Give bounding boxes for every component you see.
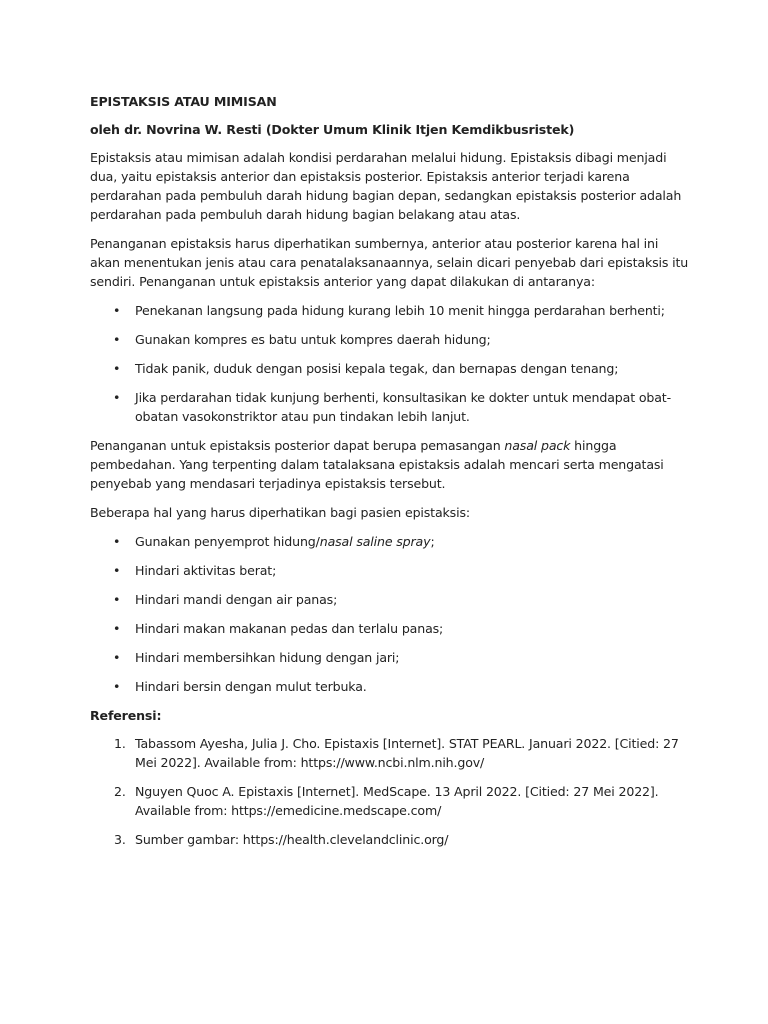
list-item-text: Gunakan kompres es batu untuk kompres daerah hidung; bbox=[135, 332, 491, 347]
anterior-treatment-list bbox=[90, 301, 690, 426]
nasal-pack-term: nasal pack bbox=[504, 438, 571, 453]
list-item-text: Hindari membersihkan hidung dengan jari; bbox=[135, 650, 400, 665]
list-item-text: Tidak panik, duduk dengan posisi kepala tegak, dan bernapas dengan tenang; bbox=[135, 361, 619, 376]
paragraph-posterior-text-1: Penanganan untuk epistaksis posterior dapat berupa pemasangan bbox=[90, 438, 505, 453]
list-item-text: Jika perdarahan tidak kunjung berhenti, konsultasikan ke dokter untuk mendapat obat-obatan vasokonstriktor atau pun tindakan lebih lanjut. bbox=[135, 390, 671, 424]
document-author: oleh dr. Novrina W. Resti (Dokter Umum Klinik Itjen Kemdikbusristek) bbox=[90, 122, 575, 137]
bullet-icon: • bbox=[113, 650, 121, 665]
list-item-text: Hindari makan makanan pedas dan terlalu panas; bbox=[135, 621, 444, 636]
reference-number: 2. bbox=[114, 784, 126, 799]
list-item bbox=[90, 301, 690, 320]
list-item bbox=[90, 561, 690, 580]
reference-text: Sumber gambar: https://health.clevelandclinic.org/ bbox=[135, 832, 449, 847]
reference-number: 3. bbox=[114, 832, 126, 847]
references-list bbox=[90, 734, 690, 849]
list-item-text: Hindari bersin dengan mulut terbuka. bbox=[135, 679, 367, 694]
list-item-text-part: Gunakan penyemprot hidung/ bbox=[135, 534, 320, 549]
bullet-icon: • bbox=[113, 679, 121, 694]
paragraph-management: Penanganan epistaksis harus diperhatikan sumbernya, anterior atau posterior karena hal ini akan menentukan jenis atau cara penatalaksanaannya, selain dicari penyebab dari epistaksis itu sendiri. Penanganan untuk epistaksis anterior yang dapat dilakukan di antaranya: bbox=[90, 236, 689, 289]
paragraph-definition: Epistaksis atau mimisan adalah kondisi perdarahan melalui hidung. Epistaksis dibagi menjadi dua, yaitu epistaksis anterior dan epistaksis posterior. Epistaksis anterior terjadi karena perdarahan pada pembuluh darah hidung bagian depan, sedangkan epistaksis posterior adalah perdarahan pada pembuluh darah hidung bagian belakang atau atas. bbox=[90, 150, 682, 222]
reference-number: 1. bbox=[114, 736, 126, 751]
list-item-text: Hindari mandi dengan air panas; bbox=[135, 592, 338, 607]
list-item bbox=[90, 619, 690, 638]
references-heading: Referensi: bbox=[90, 708, 162, 723]
list-item bbox=[90, 388, 690, 426]
bullet-icon: • bbox=[113, 621, 121, 636]
reference-text: Nguyen Quoc A. Epistaxis [Internet]. MedScape. 13 April 2022. [Citied: 27 Mei 2022]. Available from: https://emedicine.medscape.com/ bbox=[135, 784, 659, 818]
bullet-icon: • bbox=[113, 534, 121, 549]
paragraph-posterior-text-2: hingga pembedahan. Yang terpenting dalam tatalaksana epistaksis adalah mencari serta mengatasi penyebab yang mendasari terjadinya epistaksis tersebut. bbox=[90, 438, 664, 491]
nasal-saline-spray-term: nasal saline spray bbox=[319, 534, 431, 549]
bullet-icon: • bbox=[113, 361, 121, 376]
reference-text: Tabassom Ayesha, Julia J. Cho. Epistaxis [Internet]. STAT PEARL. Januari 2022. [Citied: 27 Mei 2022]. Available from: https://www.ncbi.nlm.nih.gov/ bbox=[135, 736, 679, 770]
bullet-icon: • bbox=[113, 332, 121, 347]
list-item bbox=[90, 590, 690, 609]
list-item bbox=[90, 648, 690, 667]
list-item-text: Penekanan langsung pada hidung kurang lebih 10 menit hingga perdarahan berhenti; bbox=[135, 303, 665, 318]
reference-item bbox=[90, 782, 690, 820]
reference-item bbox=[90, 830, 690, 849]
document-page bbox=[90, 92, 690, 859]
document-title: EPISTAKSIS ATAU MIMISAN bbox=[90, 94, 277, 109]
list-item-text: Hindari aktivitas berat; bbox=[135, 563, 277, 578]
list-item bbox=[90, 677, 690, 696]
bullet-icon: • bbox=[113, 592, 121, 607]
reference-item bbox=[90, 734, 690, 772]
list-item bbox=[90, 532, 690, 551]
bullet-icon: • bbox=[113, 390, 121, 405]
patient-notes-list bbox=[90, 532, 690, 696]
bullet-icon: • bbox=[113, 303, 121, 318]
paragraph-patient-notes: Beberapa hal yang harus diperhatikan bagi pasien epistaksis: bbox=[90, 505, 470, 520]
list-item-text bbox=[135, 534, 435, 549]
paragraph-posterior bbox=[90, 436, 690, 493]
bullet-icon: • bbox=[113, 563, 121, 578]
list-item bbox=[90, 330, 690, 349]
list-item bbox=[90, 359, 690, 378]
list-item-text-part: ; bbox=[430, 534, 435, 549]
